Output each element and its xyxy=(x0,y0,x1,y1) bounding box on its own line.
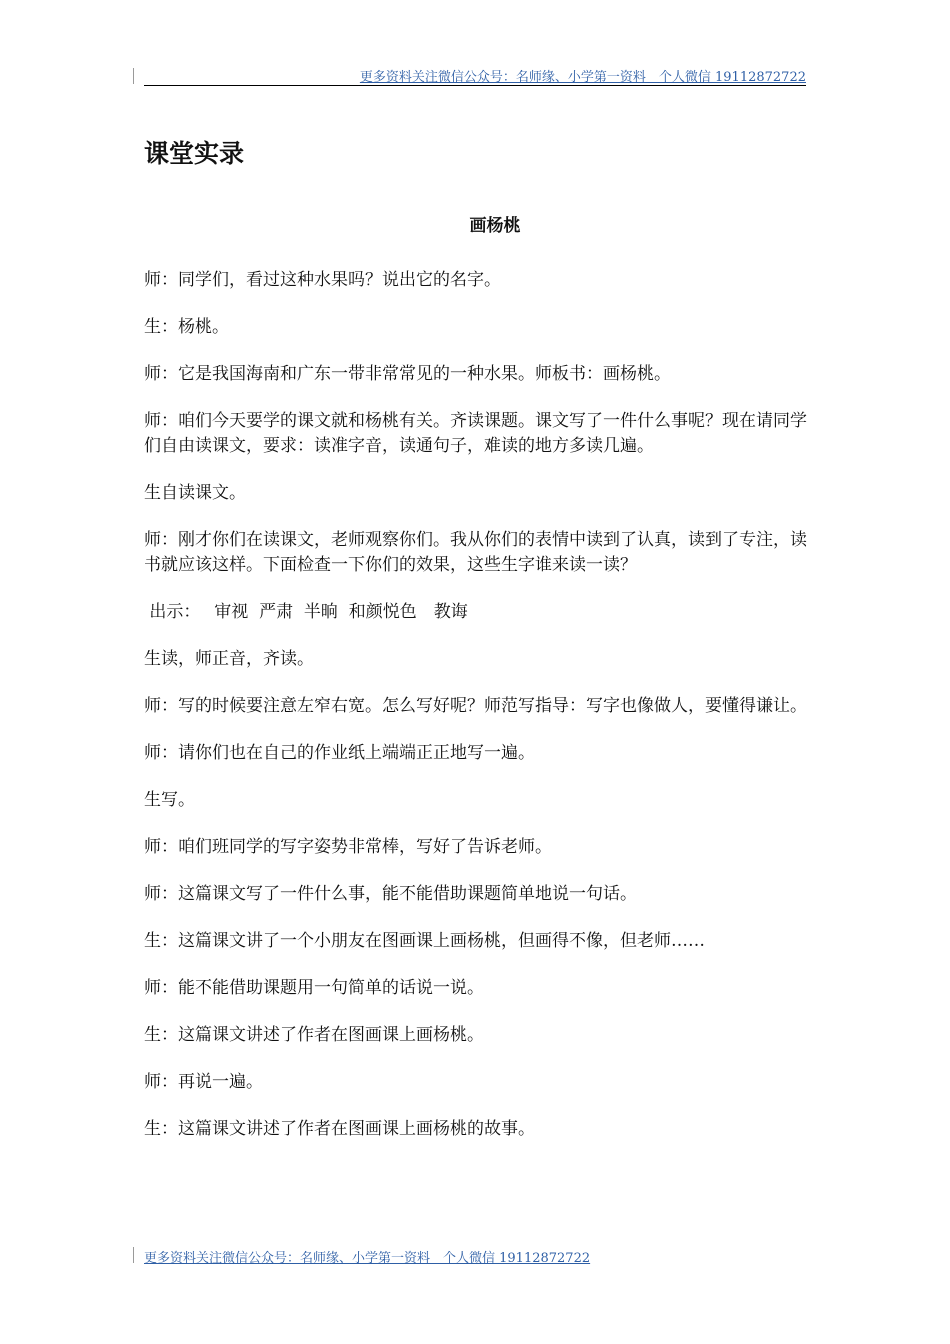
paragraph: 师：请你们也在自己的作业纸上端端正正地写一遍。 xyxy=(144,743,535,763)
paragraph: 生：这篇课文讲了一个小朋友在图画课上画杨桃，但画得不像，但老师…… xyxy=(144,931,705,951)
paragraph: 师：同学们，看过这种水果吗？说出它的名字。 xyxy=(144,270,501,290)
paragraph: 生：杨桃。 xyxy=(144,317,229,337)
paragraph: 师：再说一遍。 xyxy=(144,1072,263,1092)
paragraph: 出示： 审视 严肃 半晌 和颜悦色 教诲 xyxy=(144,602,468,622)
header-margin-mark xyxy=(133,68,134,84)
lesson-title: 画杨桃 xyxy=(469,216,521,236)
paragraph: 师：刚才你们在读课文，老师观察你们。我从你们的表情中读到了认真，读到了专注，读书就应该这样。下面检查一下你们的效果，这些生字谁来读一读？ xyxy=(144,530,807,575)
paragraph: 生自读课文。 xyxy=(144,483,246,503)
paragraph: 生写。 xyxy=(144,790,195,810)
paragraph: 生：这篇课文讲述了作者在图画课上画杨桃的故事。 xyxy=(144,1119,535,1139)
paragraph: 生：这篇课文讲述了作者在图画课上画杨桃。 xyxy=(144,1025,484,1045)
paragraph: 师：能不能借助课题用一句简单的话说一说。 xyxy=(144,978,484,998)
paragraph: 师：写的时候要注意左窄右宽。怎么写好呢？师范写指导：写字也像做人，要懂得谦让。 xyxy=(144,696,807,716)
header-rule xyxy=(144,85,806,86)
footer-margin-mark xyxy=(133,1247,134,1263)
paragraph: 生读，师正音，齐读。 xyxy=(144,649,314,669)
paragraph: 师：咱们今天要学的课文就和杨桃有关。齐读课题。课文写了一件什么事呢？现在请同学们自由读课文，要求：读准字音，读通句子，难读的地方多读几遍。 xyxy=(144,411,807,456)
paragraph: 师：咱们班同学的写字姿势非常棒，写好了告诉老师。 xyxy=(144,837,552,857)
section-title: 课堂实录 xyxy=(144,139,245,168)
paragraph: 师：这篇课文写了一件什么事，能不能借助课题简单地说一句话。 xyxy=(144,884,637,904)
footer-link[interactable]: 更多资料关注微信公众号：名师缘、小学第一资料＿个人微信 19112872722 xyxy=(144,1251,591,1266)
header-link[interactable]: 更多资料关注微信公众号：名师缘、小学第一资料＿个人微信 19112872722 xyxy=(359,70,806,85)
lesson-transcript xyxy=(144,268,808,1164)
paragraph: 师：它是我国海南和广东一带非常常见的一种水果。师板书：画杨桃。 xyxy=(144,364,671,384)
